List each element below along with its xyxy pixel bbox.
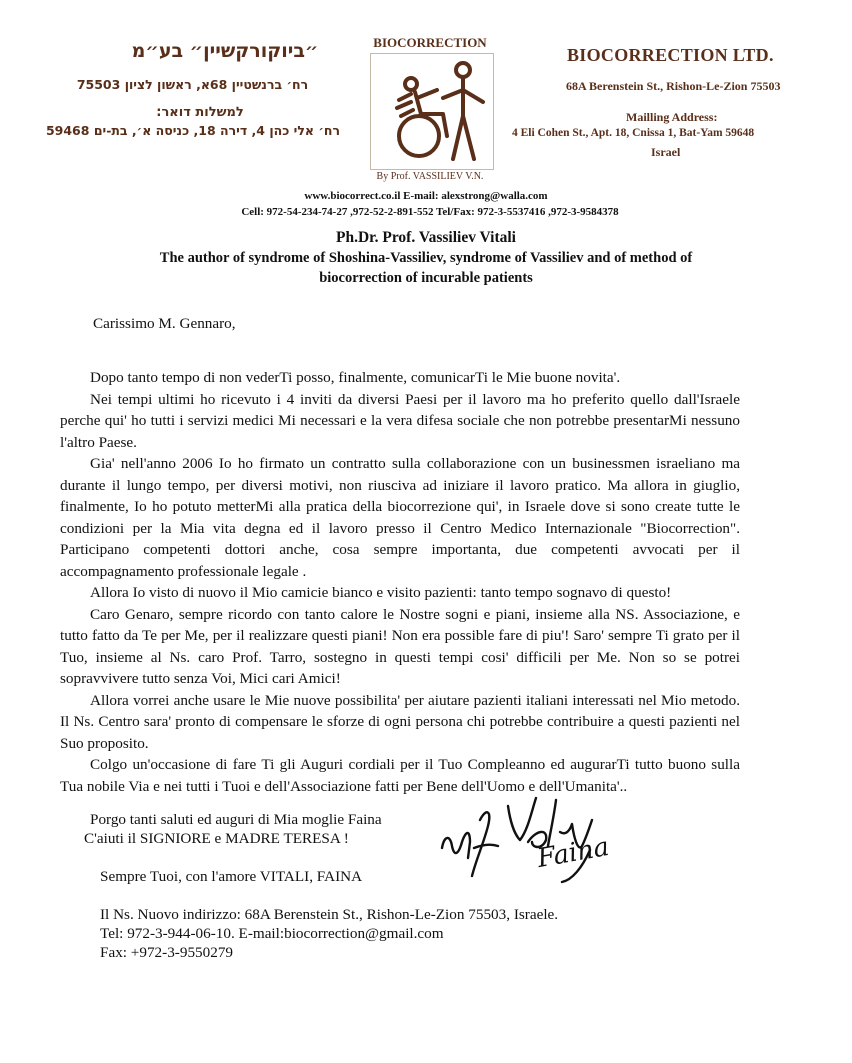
paragraph: Colgo un'occasione di fare Ti gli Auguri cordiali per il Tuo Compleanno ed augurarTi tutto buono sulla Tua nobile Via e nei tutti i Tuoi e dell'Associazione fatti per Bene dell'Uomo e dell'Umanita'.. [60, 756, 740, 795]
signature-icon [432, 790, 642, 890]
author-subtitle-line1: The author of syndrome of Shoshina-Vassiliev, syndrome of Vassiliev and of method of [159, 250, 693, 266]
web-email-line: www.biocorrect.co.il E-mail: alexstrong@walla.com [304, 190, 548, 202]
paragraph: Gia' nell'anno 2006 Io ho firmato un contratto sulla collaborazione con un businessmen israeliano ma durante il lungo tempo, per diversi motivi, non riusciva ad iniziare il lavoro pratico. Ma allora in giuglio, finalmente, Io ho potuto metterMi alla pratica della biocorrezione qui', in Israele dove si sono create tutte le condizioni per la Mia vita degna ed il lavoro presso il Centro Medico Internazionale "Biocorrection". Participano competenti dottori anche, cosa sempre importanta, due competenti avvocati per il accompagnamento professionale legale . [60, 455, 740, 580]
paragraph: Allora Io visto di nuovo il Mio camicie bianco e visito pazienti: tanto tempo sognavo di questo! [90, 584, 672, 601]
mailing-address-line2: Israel [651, 145, 681, 159]
signature [432, 790, 642, 890]
paragraph: Dopo tanto tempo di non vederTi posso, finalmente, comunicarTi le Mie buone novita'. [90, 369, 621, 386]
company-name: BIOCORRECTION LTD. [567, 45, 774, 65]
mailing-address-line1: 4 Eli Cohen St., Apt. 18, Cnissa 1, Bat-Yam 59648 [512, 127, 755, 139]
footer-tel-email: Tel: 972-3-944-06-10. E-mail:biocorrection@gmail.com [100, 925, 444, 942]
closing-line-2: C'aiuti il SIGNIORE e MADRE TERESA ! [84, 830, 349, 847]
paragraph: Nei tempi ultimi ho ricevuto i 4 inviti da diversi Paesi per il lavoro ma ho preferito quello dall'Israele perche qui' ho tutti i servizi medici Mi necessari e la vera difesa sociale che non potrebbe presentarMi nessuno l'altro Paese. [60, 390, 740, 451]
author-name: Ph.Dr. Prof. Vassiliev Vitali [336, 229, 516, 246]
footer-fax: Fax: +972-3-9550279 [100, 944, 234, 961]
hebrew-address: רח׳ ברנשטיין 68א, ראשון לציון 75503 [76, 77, 309, 92]
phones-line: Cell: 972-54-234-74-27 ,972-52-2-891-552 Tel/Fax: 972-3-5537416 ,972-3-9584378 [241, 206, 619, 218]
author-subtitle-line2: biocorrection of incurable patients [319, 270, 533, 286]
signature-faina: Faina [534, 831, 612, 875]
closing-line-1: Porgo tanti saluti ed auguri di Mia moglie Faina [90, 811, 382, 828]
hebrew-company-name: ״ביוקורקשיין״ בע״מ [131, 40, 319, 62]
signoff: Sempre Tuoi, con l'amore VITALI, FAINA [100, 868, 363, 885]
paragraph: Caro Genaro, sempre ricordo con tanto calore le Nostre sogni e piani, insieme alla NS. Associazione, e tutto fatto da Te per Me, per il realizzare questi piani! Non era possible fare di piu'! Saro' sempre Ti grato per il Tuo, insieme al Ns. caro Prof. Tarro, sostegno in questi tempi cosi' difficili per Me. Non so se potrei sopravvivere tutto senza Voi, Mici cari Amici! [60, 605, 740, 687]
mailing-label: Mailling Address: [626, 110, 718, 124]
biocorrection-logo-icon [371, 54, 493, 169]
logo-frame [370, 53, 494, 170]
logo-bottom-text: By Prof. VASSILIEV V.N. [376, 171, 484, 182]
footer-address: Il Ns. Nuovo indirizzo: 68A Berenstein St., Rishon-Le-Zion 75503, Israele. [100, 906, 559, 923]
letter-body [60, 367, 740, 797]
paragraph: Allora vorrei anche usare le Mie nuove possibilita' per aiutare pazienti italiani interessati nel Mio metodo. Il Ns. Centro sara' pronto di compensare le sforze di ogni persona chi potrebbe contribuire a questi pazienti nel Suo proposito. [60, 691, 740, 752]
hebrew-mailing-address: רח׳ אלי כהן 4, דירה 18, כניסה א׳, בת-ים 59468 [45, 123, 341, 138]
hebrew-mailing-label: למשלות דואר: [156, 105, 244, 120]
company-address: 68A Berenstein St., Rishon-Le-Zion 75503 [566, 79, 781, 93]
logo-top-text: BIOCORRECTION [373, 35, 487, 50]
salutation: Carissimo M. Gennaro, [93, 315, 236, 332]
